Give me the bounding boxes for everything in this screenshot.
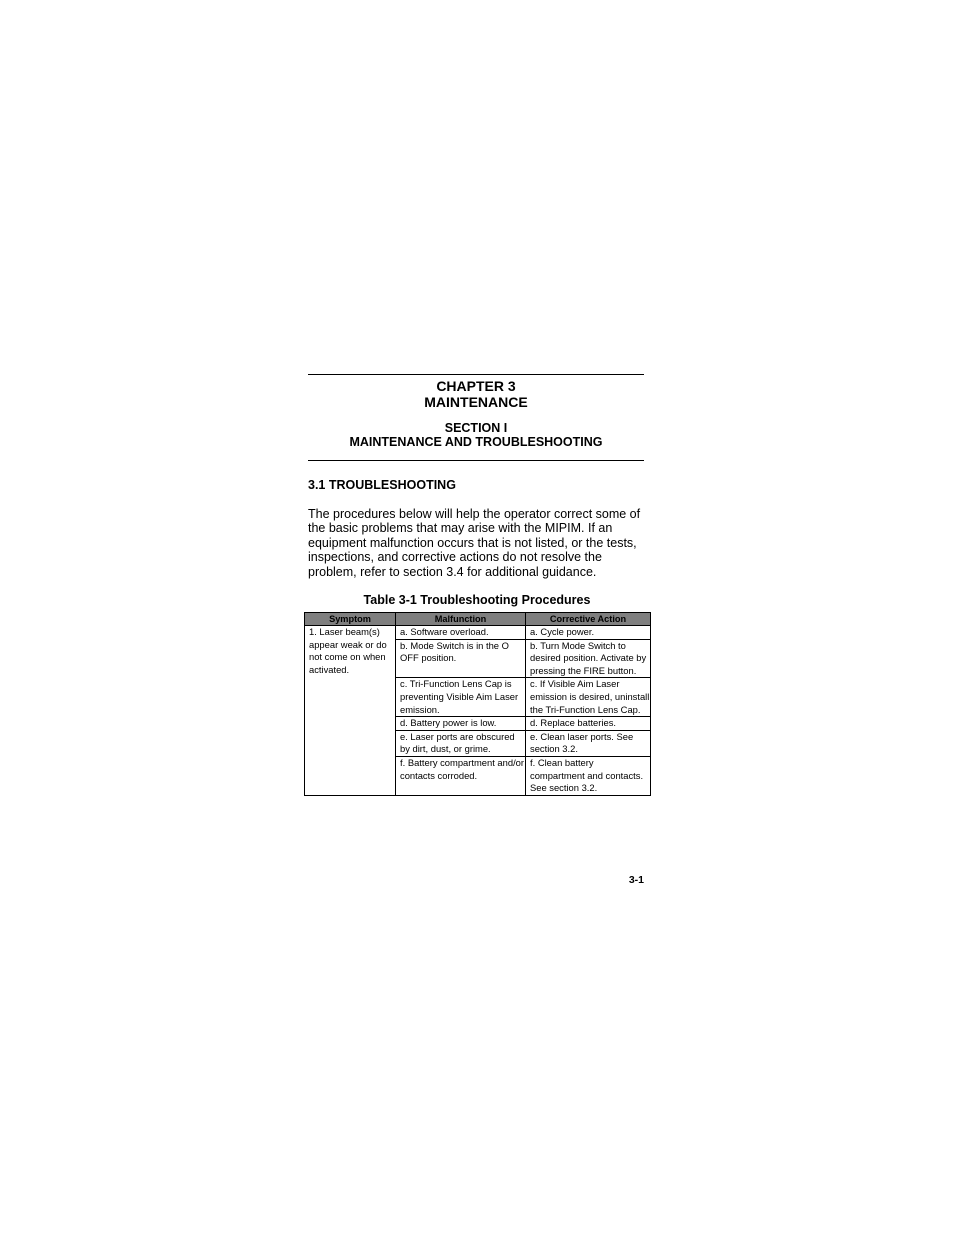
action-cell: f. Clean battery compartment and contacts. See section 3.2. bbox=[526, 756, 651, 795]
chapter-heading bbox=[308, 378, 644, 410]
page-number: 3-1 bbox=[628, 874, 644, 886]
action-cell: d. Replace batteries. bbox=[526, 717, 651, 731]
chapter-number: CHAPTER 3 bbox=[436, 378, 516, 394]
malfunction-cell: a. Software overload. bbox=[396, 626, 526, 640]
section-heading bbox=[308, 421, 644, 449]
malfunction-cell: b. Mode Switch is in the O OFF position. bbox=[396, 639, 526, 678]
section-title: MAINTENANCE AND TROUBLESHOOTING bbox=[349, 435, 603, 449]
action-cell: e. Clean laser ports. See section 3.2. bbox=[526, 730, 651, 756]
chapter-title: MAINTENANCE bbox=[424, 394, 528, 410]
paragraph-line: problem, refer to section 3.4 for additional guidance. bbox=[308, 564, 597, 579]
action-cell: a. Cycle power. bbox=[526, 626, 651, 640]
paragraph-line: inspections, and corrective actions do not resolve the bbox=[308, 550, 602, 565]
section-number: SECTION I bbox=[444, 421, 508, 435]
header-symptom: Symptom bbox=[305, 613, 396, 626]
bottom-divider bbox=[308, 460, 644, 461]
header-corrective-action: Corrective Action bbox=[526, 613, 651, 626]
table-caption: Table 3-1 Troubleshooting Procedures bbox=[363, 593, 591, 607]
header-malfunction: Malfunction bbox=[396, 613, 526, 626]
paragraph-line: the basic problems that may arise with the MIPIM. If an bbox=[308, 521, 613, 536]
malfunction-cell: f. Battery compartment and/or contacts corroded. bbox=[396, 756, 526, 795]
troubleshooting-subheading: 3.1 TROUBLESHOOTING bbox=[308, 478, 456, 492]
paragraph-line: equipment malfunction occurs that is not listed, or the tests, bbox=[308, 535, 637, 550]
table-header-row bbox=[305, 613, 651, 626]
malfunction-cell: e. Laser ports are obscured by dirt, dust, or grime. bbox=[396, 730, 526, 756]
troubleshooting-table bbox=[304, 612, 651, 796]
action-cell: b. Turn Mode Switch to desired position. Activate by pressing the FIRE button. bbox=[526, 639, 651, 678]
paragraph-line: The procedures below will help the operator correct some of bbox=[308, 507, 641, 521]
table-row bbox=[305, 626, 651, 640]
intro-paragraph bbox=[308, 507, 648, 579]
malfunction-cell: c. Tri-Function Lens Cap is preventing Visible Aim Laser emission. bbox=[396, 678, 526, 717]
malfunction-cell: d. Battery power is low. bbox=[396, 717, 526, 731]
symptom-cell: 1. Laser beam(s) appear weak or do not come on when activated. bbox=[305, 626, 396, 796]
action-cell: c. If Visible Aim Laser emission is desired, uninstall the Tri-Function Lens Cap. bbox=[526, 678, 651, 717]
top-divider bbox=[308, 374, 644, 375]
